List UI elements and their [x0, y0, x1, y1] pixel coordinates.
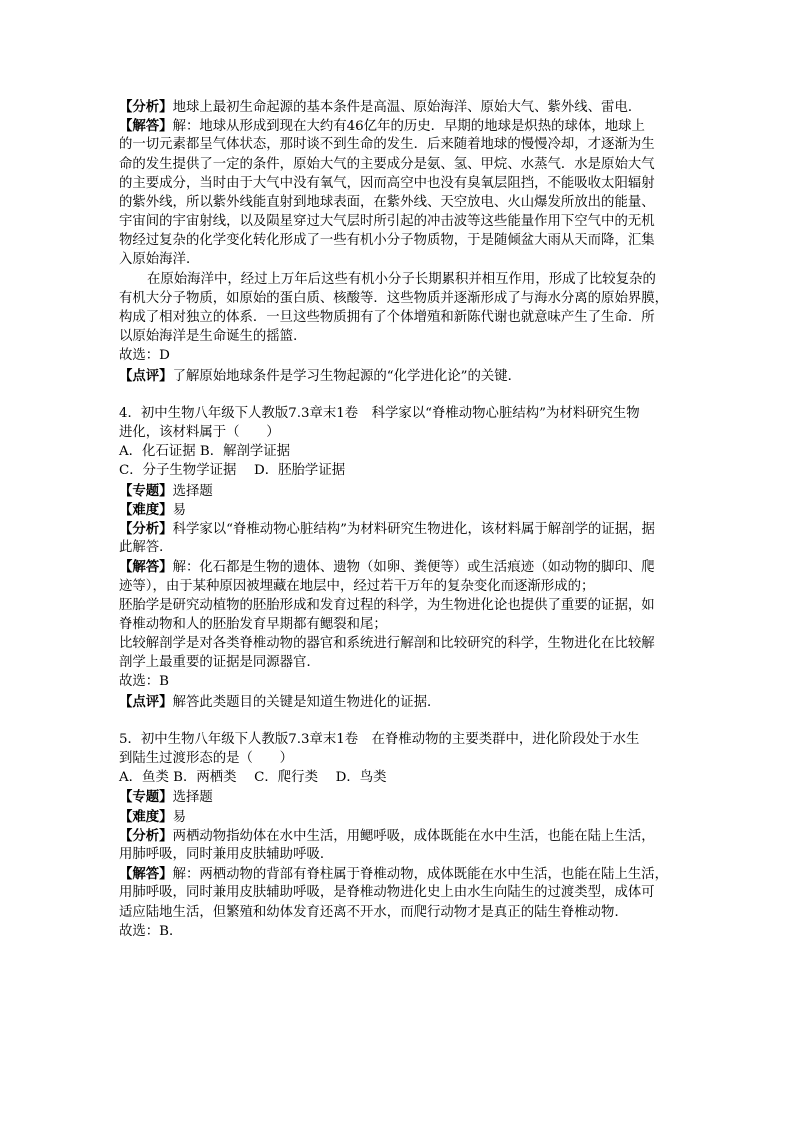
text-line: [119, 731, 639, 749]
text-line: [119, 616, 387, 634]
line-text: 4．初中生物八年级下人教版7.3章末1卷 科学家以“脊椎动物心脏结构”为材料研究生物: [119, 405, 640, 421]
line-text: 进化，该材料属于（ ）: [119, 425, 280, 441]
section-tag: 【解答】: [119, 866, 173, 883]
line-text: 入原始海洋．: [119, 252, 200, 268]
section-tag: 【分析】: [119, 520, 173, 537]
line-text: 选择题: [172, 483, 213, 499]
line-text: 在原始海洋中，经过上万年后这些有机小分子长期累积并相互作用，形成了比较复杂的: [147, 271, 656, 287]
text-line: [119, 443, 290, 461]
line-text: 易: [172, 809, 186, 825]
text-line: [119, 482, 213, 501]
text-line: [119, 769, 387, 787]
text-line: [119, 597, 655, 615]
text-line: [119, 501, 186, 520]
text-line: [119, 347, 170, 365]
text-line: [119, 578, 594, 596]
line-text: 此解答．: [119, 540, 173, 556]
text-line: [119, 808, 186, 827]
line-text: 以原始海洋是生命诞生的摇篮．: [119, 329, 307, 345]
line-text: 解：两栖动物的背部有脊柱属于脊椎动物，成体既能在水中生活，也能在陆上生活，: [172, 867, 669, 883]
text-line: [119, 827, 655, 846]
line-text: 适应陆地生活，但繁殖和幼体发育还离不开水，而爬行动物才是真正的陆生脊椎动物．: [119, 904, 628, 920]
line-text: 有机大分子物质，如原始的蛋白质、核酸等．这些物质并逐渐形成了与海水分离的原始界膜，: [119, 290, 669, 306]
line-text: 解：化石都是生物的遗体、遗物（如卵、粪便等）或生活痕迹（如动物的脚印、爬: [172, 560, 655, 576]
text-line: [119, 846, 333, 864]
line-text: 地球上最初生命起源的基本条件是高温、原始海洋、原始大气、紫外线、雷电．: [172, 100, 642, 115]
text-line: [119, 156, 655, 174]
section-tag: 【分析】: [119, 99, 173, 115]
text-line: [119, 788, 213, 807]
line-text: 用肺呼吸，同时兼用皮肤辅助呼吸．: [119, 847, 334, 863]
line-text: A．化石证据 B．解剖学证据: [119, 444, 291, 460]
line-text: 易: [172, 502, 186, 518]
line-text: 故选：B．: [119, 923, 183, 939]
section-tag: 【点评】: [119, 367, 173, 384]
text-line: [119, 693, 440, 712]
line-text: 胚胎学是研究动植物的胚胎形成和发育过程的科学，为生物进化论也提供了重要的证据，如: [119, 597, 655, 613]
text-line: [119, 750, 293, 768]
line-text: 物经过复杂的化学变化转化形成了一些有机小分子物质物，于是随倾盆大雨从天而降，汇集: [119, 233, 655, 249]
text-line: [147, 271, 656, 289]
text-line: [119, 309, 655, 327]
text-line: [119, 904, 628, 922]
text-line: [119, 232, 655, 250]
section-tag: 【专题】: [119, 789, 173, 806]
text-line: [119, 539, 173, 557]
section-tag: 【难度】: [119, 808, 173, 825]
text-line: [119, 117, 645, 136]
line-text: 两栖动物指幼体在水中生活，用鳃呼吸，成体既能在水中生活，也能在陆上生活，: [172, 828, 655, 844]
line-text: 故选：D: [119, 348, 170, 364]
line-text: 命的发生提供了一定的条件，原始大气的主要成分是氨、氢、甲烷、水蒸气．水是原始大气: [119, 156, 655, 172]
text-line: [119, 213, 655, 231]
text-line: [119, 923, 182, 941]
section-tag: 【分析】: [119, 827, 173, 844]
line-text: 迹等），由于某种原因被埋藏在地层中，经过若干万年的复杂变化而逐渐形成的；: [119, 578, 595, 594]
text-line: [119, 558, 655, 577]
section-tag: 【解答】: [119, 118, 173, 135]
line-text: 的主要成分，当时由于大气中没有氧气，因而高空中也没有臭氧层阻挡，不能吸收太阳辐射: [119, 175, 655, 191]
line-text: 解：地球从形成到现在大约有46亿年的历史．早期的地球是炽热的球体，地球上: [172, 119, 645, 135]
line-text: 脊椎动物和人的胚胎发育早期都有鳃裂和尾；: [119, 616, 387, 632]
text-line: [119, 136, 655, 154]
section-tag: 【难度】: [119, 501, 173, 518]
line-text: 选择题: [172, 790, 213, 806]
text-line: [119, 654, 320, 672]
line-text: 解答此类题目的关键是知道生物进化的证据．: [172, 694, 441, 710]
line-text: 比较解剖学是对各类脊椎动物的器官和系统进行解剖和比较研究的科学，生物进化在比较解: [119, 636, 655, 652]
text-line: [119, 290, 668, 308]
line-text: 用肺呼吸，同时兼用皮肤辅助呼吸，是脊椎动物进化史上由水生向陆生的过渡类型，成体可: [119, 885, 655, 901]
line-text: 的紫外线，所以紫外线能直射到地球表面，在紫外线、天空放电、火山爆发所放出的能量、: [119, 194, 655, 210]
line-text: C．分子生物学证据 D．胚胎学证据: [119, 463, 346, 479]
line-text: 剖学上最重要的证据是同源器官．: [119, 655, 320, 671]
line-text: 故选：B: [119, 674, 170, 690]
text-line: [119, 328, 306, 346]
line-text: 宇宙间的宇宙射线，以及陨星穿过大气层时所引起的冲击波等这些能量作用下空气中的无机: [119, 214, 655, 230]
text-line: [119, 865, 668, 884]
line-text: 科学家以“脊椎动物心脏结构”为材料研究生物进化，该材料属于解剖学的证据，据: [172, 521, 655, 537]
text-line: [119, 520, 655, 539]
text-line: [119, 98, 641, 117]
text-line: [119, 635, 655, 653]
text-line: [119, 175, 655, 193]
text-line: [119, 194, 655, 212]
line-text: 的一切元素都呈气体状态，那时谈不到生命的发生．后来随着地球的慢慢冷却，才逐渐为生: [119, 137, 655, 153]
section-tag: 【专题】: [119, 482, 173, 499]
text-line: [119, 367, 521, 386]
text-line: [119, 884, 655, 902]
line-text: 构成了相对独立的体系．一旦这些物质拥有了个体增殖和新陈代谢也就意味产生了生命．所: [119, 309, 655, 325]
line-text: 5．初中生物八年级下人教版7.3章末1卷 在脊椎动物的主要类群中，进化阶段处于水生: [119, 731, 640, 747]
section-tag: 【解答】: [119, 559, 173, 576]
text-line: [119, 462, 345, 480]
text-line: [119, 251, 199, 269]
line-text: 了解原始地球条件是学习生物起源的“化学进化论”的关键．: [172, 368, 522, 384]
text-line: [119, 424, 280, 442]
section-tag: 【点评】: [119, 693, 173, 710]
text-line: [119, 673, 169, 691]
line-text: A．鱼类 B．两栖类 C．爬行类 D．鸟类: [119, 770, 387, 786]
text-line: [119, 405, 640, 423]
line-text: 到陆生过渡形态的是（ ）: [119, 751, 294, 767]
